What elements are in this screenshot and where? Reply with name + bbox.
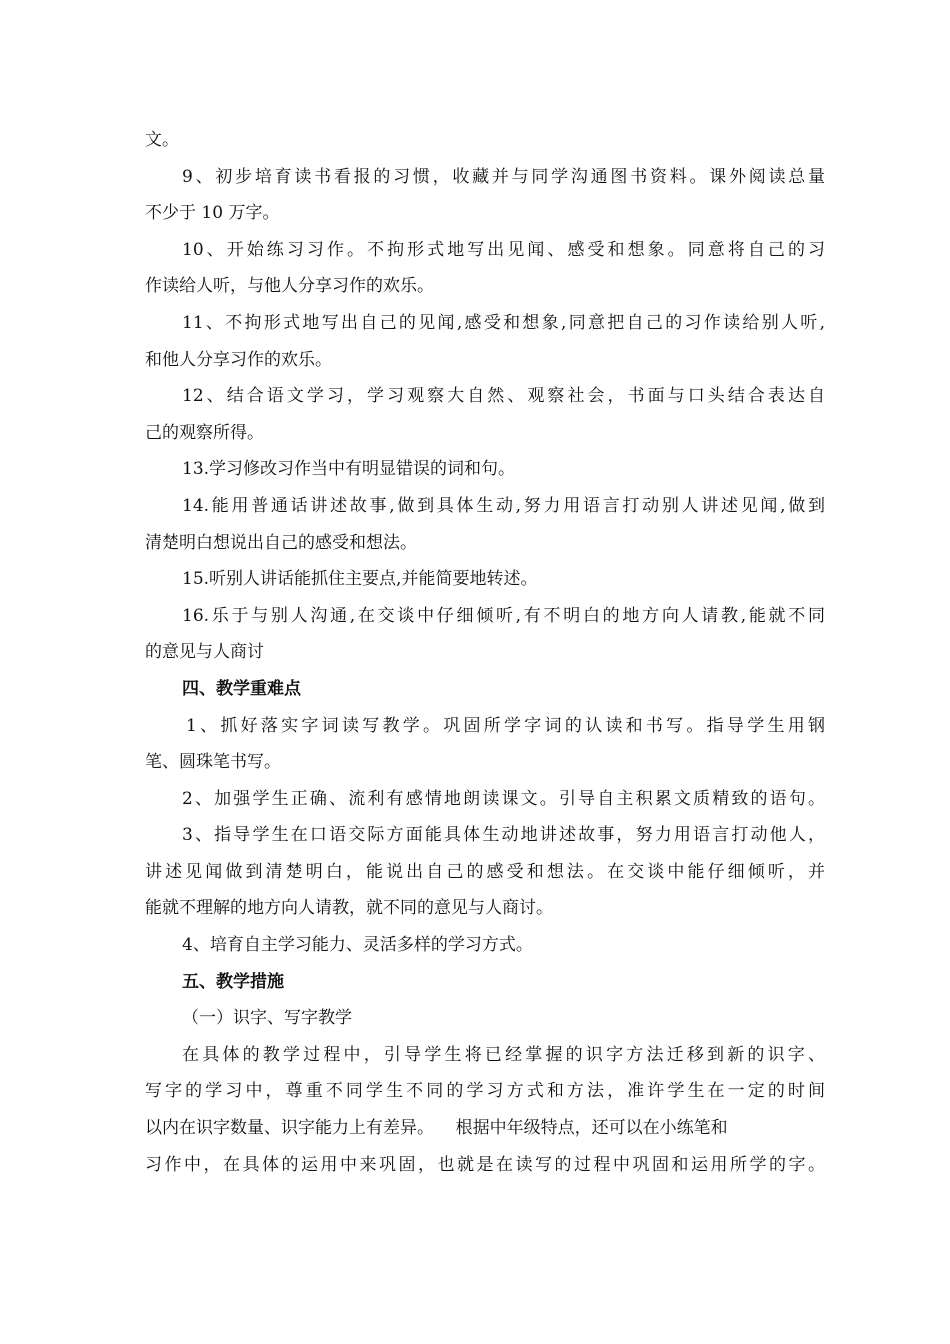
- text-line: 清楚明白想说出自己的感受和想法。: [145, 532, 417, 553]
- text-line: 在具体的教学过程中，引导学生将已经掌握的识字方法迁移到新的识字、: [182, 1044, 825, 1065]
- subsection-heading: （一）识字、写字教学: [182, 1008, 352, 1029]
- text-line: 笔、圆珠笔书写。: [145, 752, 281, 773]
- text-line: 文。: [145, 130, 179, 150]
- text-line: 作读给人听，与他人分享习作的欢乐。: [145, 276, 434, 297]
- text-line: 13.学习修改习作当中有明显错误的词和句。: [182, 459, 516, 480]
- text-line: 的意见与人商讨: [145, 642, 264, 663]
- text-line: 1、抓好落实字词读写教学。巩固所学字词的认读和书写。指导学生用钢: [186, 715, 825, 736]
- text-line: 9、初步培育读书看报的习惯，收藏并与同学沟通图书资料。课外阅读总量: [182, 166, 825, 187]
- text-line: 以内在识字数量、识字能力上有差异。 根据中年级特点，还可以在小练笔和: [145, 1118, 728, 1139]
- document-body: [145, 122, 825, 1183]
- text-line: 12、结合语文学习，学习观察大自然、观察社会，书面与口头结合表达自: [182, 386, 825, 407]
- text-line: 15.听别人讲话能抓住主要点,并能简要地转述。: [182, 569, 538, 590]
- text-line: 11、不拘形式地写出自己的见闻,感受和想象,同意把自己的习作读给别人听,: [182, 312, 825, 333]
- text-line: 14.能用普通话讲述故事,做到具体生动,努力用语言打动别人讲述见闻,做到: [182, 495, 825, 516]
- section-heading: 五、教学措施: [182, 971, 284, 992]
- text-line: 不少于 10 万字。: [145, 203, 280, 224]
- text-line: 写字的学习中，尊重不同学生不同的学习方式和方法，准许学生在一定的时间: [145, 1081, 825, 1102]
- text-line: 讲述见闻做到清楚明白，能说出自己的感受和想法。在交谈中能仔细倾听，并: [145, 861, 825, 882]
- text-line: 3、指导学生在口语交际方面能具体生动地讲述故事，努力用语言打动他人，: [182, 825, 825, 846]
- text-line: 16.乐于与别人沟通,在交谈中仔细倾听,有不明白的地方向人请教,能就不同: [182, 605, 825, 626]
- text-line: 和他人分享习作的欢乐。: [145, 349, 332, 370]
- text-line: 能就不理解的地方向人请教，就不同的意见与人商讨。: [145, 898, 553, 919]
- text-line: 己的观察所得。: [145, 422, 264, 443]
- text-line: 10、开始练习习作。不拘形式地写出见闻、感受和想象。同意将自己的习: [182, 239, 825, 260]
- text-line: 4、培育自主学习能力、灵活多样的学习方式。: [182, 935, 533, 956]
- section-heading: 四、教学重难点: [182, 678, 301, 699]
- text-line: 习作中，在具体的运用中来巩固，也就是在读写的过程中巩固和运用所学的字。: [145, 1154, 825, 1175]
- text-line: 2、加强学生正确、流利有感情地朗读课文。引导自主积累文质精致的语句。: [182, 788, 825, 809]
